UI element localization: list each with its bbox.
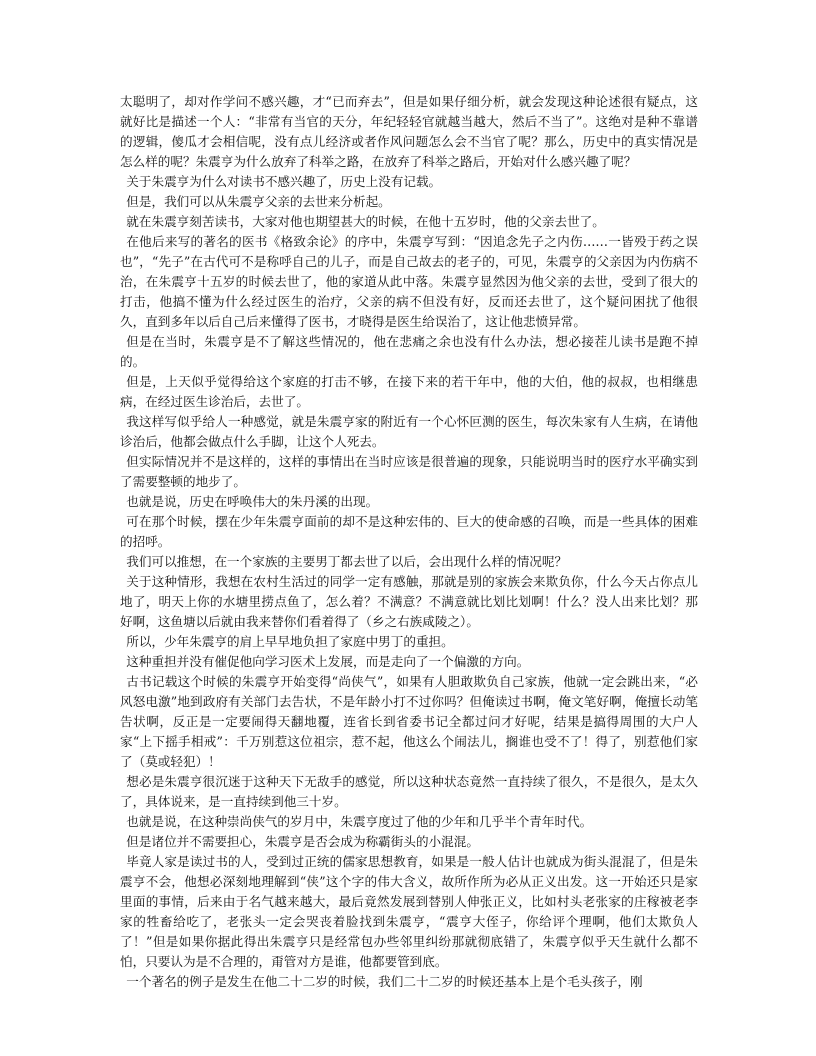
paragraph-9: 但实际情况并不是这样的，这样的事情出在当时应该是很普遍的现象，只能说明当时的医疗水平确实到了需要整顿的地步了。: [120, 454, 698, 489]
paragraph-2: 关于朱震亨为什么对读书不感兴趣了，历史上没有记载。: [126, 174, 442, 189]
paragraph-12: 我们可以推想，在一个家族的主要男丁都去世了以后，会出现什么样的情况呢？: [126, 554, 568, 569]
paragraph-16: 古书记载这个时候的朱震亨开始变得“尚侠气”，如果有人胆敢欺负自己家族，他就一定会跳出来，“必风怒电激”地到政府有关部门去告状，不是年龄小打不过你吗？但俺读过书啊，俺文笔好啊，俺擅长动笔告状啊，反正是一定要闹得天翻地覆，连省长到省委书记全都过问才好呢，结果是搞得周围的大户人家“上下摇手相戒”：千万别惹这位祖宗，惹不起，他这么个闹法儿，搁谁也受不了！得了，别惹他们家了（莫或轻犯）！: [120, 674, 698, 769]
paragraph-20: 毕竟人家是读过书的人，受到过正统的儒家思想教育，如果是一般人估计也就成为街头混混了，但是朱震亨不会，他想必深刻地理解到“侠”这个字的伟大含义，故所作所为必从正义出发。这一开始还只是家里面的事情，后来由于名气越来越大，最后竟然发展到替别人伸张正义，比如村头老张家的庄稼被老李家的牲畜给吃了，老张头一定会哭丧着脸找到朱震亨，“震亨大侄子，你给评个理啊，他们太欺负人了！”但是如果你据此得出朱震亨只是经常包办些邻里纠纷那就彻底错了，朱震亨似乎天生就什么都不怕，只要认为是不合理的，甭管对方是谁，他都要管到底。: [120, 854, 698, 969]
paragraph-4: 就在朱震亨刻苦读书，大家对他也期望甚大的时候，在他十五岁时，他的父亲去世了。: [126, 214, 605, 229]
paragraph-17: 想必是朱震亨很沉迷于这种天下无敌手的感觉，所以这种状态竟然一直持续了很久，不是很久，是太久了，具体说来，是一直持续到他三十岁。: [120, 774, 698, 809]
paragraph-13: 关于这种情形，我想在农村生活过的同学一定有感触，那就是别的家族会来欺负你，什么今天占你点儿地了，明天上你的水塘里捞点鱼了，怎么着？不满意？不满意就比划比划啊！什么？没人出来比划？那好啊，这鱼塘以后就由我来替你们看着得了（乡之右族咸陵之）。: [120, 574, 698, 629]
paragraph-8: 我这样写似乎给人一种感觉，就是朱震亨家的附近有一个心怀叵测的医生，每次朱家有人生病，在请他诊治后，他都会做点什么手脚，让这个人死去。: [120, 414, 698, 449]
paragraph-10: 也就是说，历史在呼唤伟大的朱丹溪的出现。: [126, 494, 379, 509]
paragraph-11: 可在那个时候，摆在少年朱震亨面前的却不是这种宏伟的、巨大的使命感的召唤，而是一些具体的困难的招呼。: [120, 514, 698, 549]
paragraph-19: 但是诸位并不需要担心，朱震亨是否会成为称霸街头的小混混。: [126, 834, 479, 849]
paragraph-14: 所以，少年朱震亨的肩上早早地负担了家庭中男丁的重担。: [126, 634, 454, 649]
paragraph-5: 在他后来写的著名的医书《格致余论》的序中，朱震亨写到：“因追念先子之内伤……一皆殁于药之误也”，“先子”在古代可不是称呼自己的儿子，而是自己故去的老子的，可见，朱震亨的父亲因为内伤病不治，在朱震亨十五岁的时候去世了，他的家道从此中落。朱震亨显然因为他父亲的去世，受到了很大的打击，他搞不懂为什么经过医生的治疗，父亲的病不但没有好，反而还去世了，这个疑问困扰了他很久，直到多年以后自己后来懂得了医书，才晓得是医生给误治了，这让他悲愤异常。: [120, 234, 698, 329]
paragraph-3: 但是，我们可以从朱震亨父亲的去世来分析起。: [126, 194, 391, 209]
paragraph-15: 这种重担并没有催促他向学习医术上发展，而是走向了一个偏激的方向。: [126, 654, 530, 669]
paragraph-7: 但是，上天似乎觉得给这个家庭的打击不够，在接下来的若干年中，他的大伯，他的叔叔，也相继患病，在经过医生诊治后，去世了。: [120, 374, 698, 409]
paragraph-21: 一个著名的例子是发生在他二十二岁的时候，我们二十二岁的时候还基本上是个毛头孩子，刚: [126, 974, 643, 989]
paragraph-1: 太聪明了，却对作学问不感兴趣，才“已而弃去”，但是如果仔细分析，就会发现这种论述很有疑点，这就好比是描述一个人：“非常有当官的天分，年纪轻轻官就越当越大，然后不当了”。这绝对是种不靠谱的逻辑，傻瓜才会相信呢，没有点儿经济或者作风问题怎么会不当官了呢？那么，历史中的真实情况是怎么样的呢？朱震亨为什么放弃了科举之路，在放弃了科举之路后，开始对什么感兴趣了呢？: [120, 94, 698, 169]
paragraph-18: 也就是说，在这种崇尚侠气的岁月中，朱震亨度过了他的少年和几乎半个青年时代。: [126, 814, 593, 829]
document-page: [120, 92, 698, 992]
paragraph-6: 但是在当时，朱震亨是不了解这些情况的，他在悲痛之余也没有什么办法，想必接茬儿读书是跑不掉的。: [120, 334, 698, 369]
